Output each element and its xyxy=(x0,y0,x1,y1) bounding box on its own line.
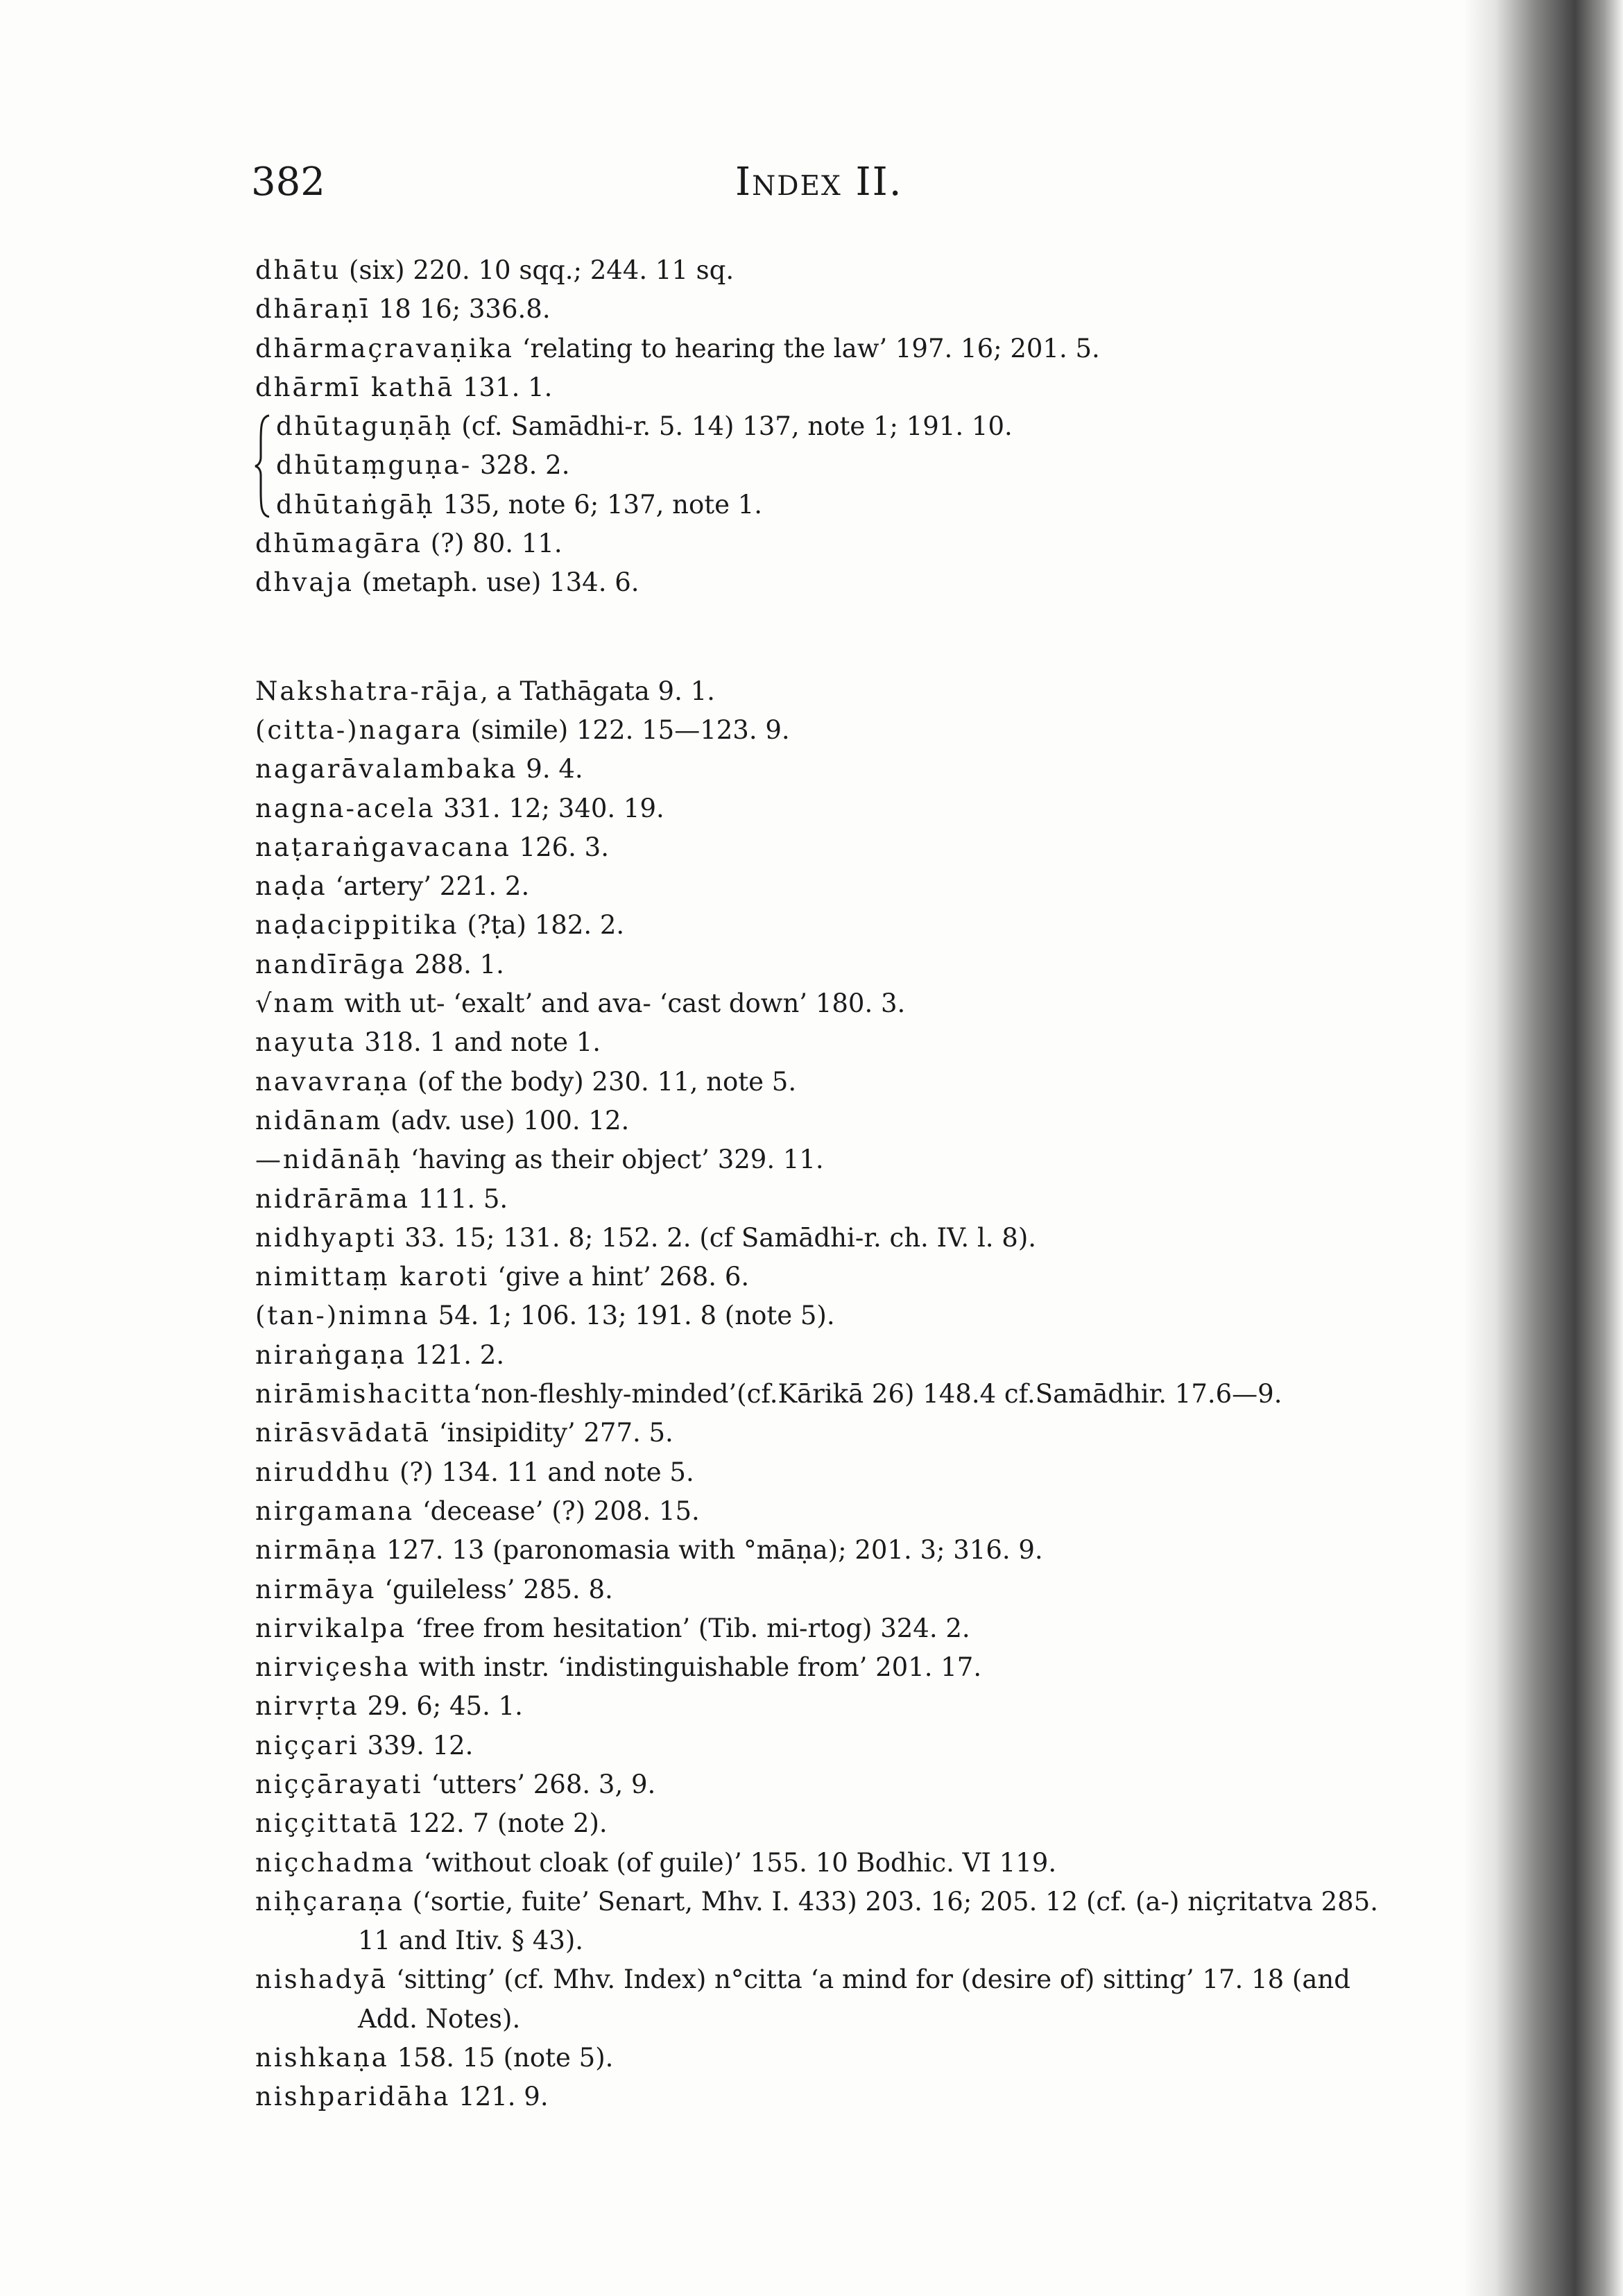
index-entry xyxy=(255,1960,1407,2039)
entry-headword: niççittatā xyxy=(255,1808,400,1839)
entry-headword: naḍa xyxy=(255,871,327,902)
index-entry xyxy=(276,486,1407,524)
entry-references: , a Tathāgata 9. 1. xyxy=(480,676,715,706)
entry-headword: navavraṇa xyxy=(255,1066,410,1097)
entry-references: (adv. use) 100. 12. xyxy=(382,1105,630,1136)
index-entry xyxy=(255,1531,1407,1570)
index-entry xyxy=(255,2077,1407,2116)
entry-references: 131. 1. xyxy=(454,372,553,402)
index-entry xyxy=(255,1375,1407,1414)
entry-references: 122. 7 (note 2). xyxy=(399,1808,608,1839)
entry-headword: nirmāṇa xyxy=(255,1535,379,1566)
entry-headword: nandīrāga xyxy=(255,949,406,979)
entry-headword: dhūmagāra xyxy=(255,529,422,559)
entry-headword: niraṅgaṇa xyxy=(255,1339,406,1370)
entry-headword: nirvikalpa xyxy=(255,1613,407,1643)
entry-references: 9. 4. xyxy=(517,754,583,785)
index-entry xyxy=(255,368,1407,407)
entry-references: ‘guileless’ 285. 8. xyxy=(376,1574,613,1604)
index-entry xyxy=(255,984,1407,1023)
index-entry xyxy=(255,329,1407,368)
index-entry xyxy=(255,1102,1407,1140)
entry-headword: dhūtaguṇāḥ xyxy=(276,411,454,442)
entry-group-dh xyxy=(255,251,1407,407)
entry-references: (of the body) 230. 11, note 5. xyxy=(409,1066,797,1097)
entry-headword: √nam xyxy=(255,988,336,1019)
running-head: Index II. xyxy=(735,160,903,205)
entry-references: 18 16; 336.8. xyxy=(370,294,551,325)
entry-references: 288. 1. xyxy=(406,949,504,979)
index-entry xyxy=(255,1336,1407,1375)
index-entry xyxy=(255,2039,1407,2077)
entry-headword: nishadyā xyxy=(255,1964,388,1995)
entry-headword: dhāraṇī xyxy=(255,294,370,325)
index-entry xyxy=(255,1180,1407,1219)
entry-group-dhuta xyxy=(255,407,1407,524)
index-entry xyxy=(255,1023,1407,1062)
entry-references: 339. 12. xyxy=(359,1730,474,1760)
entry-references: 158. 15 (note 5). xyxy=(388,2043,614,2073)
index-entry xyxy=(255,945,1407,984)
entry-references: ‘without cloak (of guile)’ 155. 10 Bodhic. VI 119. xyxy=(415,1847,1057,1878)
entry-references: 121. 2. xyxy=(406,1339,505,1370)
entry-headword: nirvṛta xyxy=(255,1691,359,1722)
entry-references: ‘artery’ 221. 2. xyxy=(327,871,530,902)
entry-references: 127. 13 (paronomasia with °māṇa); 201. 3; 316. 9. xyxy=(378,1535,1043,1566)
entry-headword: dhātu xyxy=(255,255,341,285)
entry-headword: Nakshatra-rāja xyxy=(255,676,481,706)
entry-references: 331. 12; 340. 19. xyxy=(435,793,664,823)
entry-headword: nishkaṇa xyxy=(255,2043,389,2073)
entry-references: 54. 1; 106. 13; 191. 8 (note 5). xyxy=(429,1301,835,1331)
index-entry xyxy=(255,867,1407,906)
entry-headword: nagarāvalambaka xyxy=(255,754,518,785)
index-entry xyxy=(255,1804,1407,1843)
entry-headword: nayuta xyxy=(255,1027,357,1058)
index-entry xyxy=(255,1140,1407,1179)
entry-headword: dhūtaṅgāḥ xyxy=(276,489,435,520)
entry-references: 135, note 6; 137, note 1. xyxy=(434,489,763,520)
index-entry xyxy=(255,1687,1407,1726)
index-entry xyxy=(255,1844,1407,1883)
entry-headword: nidrārāma xyxy=(255,1183,410,1214)
entry-headword: niççārayati xyxy=(255,1769,423,1799)
entry-references: 126. 3. xyxy=(510,832,609,862)
index-entry xyxy=(276,446,1407,485)
entry-headword: nidhyapti xyxy=(255,1222,397,1253)
entry-references: (simile) 122. 15—123. 9. xyxy=(463,714,790,745)
index-entry xyxy=(255,290,1407,329)
entry-references: with ut- ‘exalt’ and ava- ‘cast down’ 180. 3. xyxy=(336,988,906,1019)
entry-headword: —nidānāḥ xyxy=(255,1145,403,1175)
index-entry xyxy=(255,672,1407,711)
entry-headword: nidānam xyxy=(255,1105,383,1136)
index-entry xyxy=(255,524,1407,563)
index-entry xyxy=(255,1453,1407,1492)
entry-headword: naṭaraṅgavacana xyxy=(255,832,511,862)
entry-headword: nirāmishacitta xyxy=(255,1379,473,1410)
index-entry xyxy=(276,407,1407,446)
entry-headword: nishparidāha xyxy=(255,2082,451,2112)
index-entry xyxy=(255,1883,1407,1961)
entry-headword: dhārmī kathā xyxy=(255,372,455,402)
index-entry xyxy=(255,750,1407,789)
index-entry xyxy=(255,906,1407,945)
index-entry xyxy=(255,828,1407,867)
entry-headword: naḍacippitika xyxy=(255,910,459,941)
entry-group-dh-end xyxy=(255,524,1407,603)
index-entry xyxy=(255,1414,1407,1453)
index-entries xyxy=(255,251,1407,2117)
entry-references: ‘insipidity’ 277. 5. xyxy=(431,1418,673,1448)
index-entry xyxy=(255,711,1407,750)
entry-headword: dhvaja xyxy=(255,567,354,598)
entry-references: ‘relating to hearing the law’ 197. 16; 201. 5. xyxy=(513,333,1100,363)
entry-references: (six) 220. 10 sqq.; 244. 11 sq. xyxy=(341,255,735,285)
index-entry xyxy=(255,563,1407,602)
entry-references: (cf. Samādhi-r. 5. 14) 137, note 1; 191. 10. xyxy=(453,411,1013,442)
curly-brace xyxy=(254,414,272,518)
book-binding-shadow xyxy=(1463,0,1623,2296)
index-entry xyxy=(255,251,1407,290)
entry-references: (?) 80. 11. xyxy=(422,529,563,559)
entry-references: ‘free from hesitation’ (Tib. mi-rtog) 324. 2. xyxy=(406,1613,970,1643)
entry-references: (?) 134. 11 and note 5. xyxy=(391,1457,694,1487)
entry-headword: nirviçesha xyxy=(255,1652,411,1683)
entry-headword: nirāsvādatā xyxy=(255,1418,431,1448)
entry-headword: nimittaṃ karoti xyxy=(255,1262,490,1292)
entry-references: (metaph. use) 134. 6. xyxy=(354,567,639,598)
entry-headword: niçchadma xyxy=(255,1847,415,1878)
index-entry xyxy=(255,1258,1407,1296)
entry-references: 33. 15; 131. 8; 152. 2. (cf Samādhi-r. ch. IV. l. 8). xyxy=(396,1222,1037,1253)
entry-references: ‘decease’ (?) 208. 15. xyxy=(414,1496,700,1526)
entry-references: with instr. ‘indistinguishable from’ 201. 17. xyxy=(410,1652,982,1683)
index-entry xyxy=(255,1765,1407,1804)
entry-references: ‘sitting’ (cf. Mhv. Index) n°citta ‘a mind for (desire of) sitting’ 17. 18 (and Add. Notes). xyxy=(358,1964,1350,2034)
index-entry xyxy=(255,1219,1407,1258)
entry-references: 29. 6; 45. 1. xyxy=(359,1691,523,1722)
index-entry xyxy=(255,1648,1407,1687)
entry-references: (‘sortie, fuite’ Senart, Mhv. I. 433) 203. 16; 205. 12 (cf. (a-) niçritatva 285. 11 and Itiv. § 43). xyxy=(358,1886,1379,1956)
entry-references: 328. 2. xyxy=(472,450,570,481)
index-entry xyxy=(255,1492,1407,1531)
entry-headword: niḥçaraṇa xyxy=(255,1886,404,1917)
entry-headword: nirgamana xyxy=(255,1496,415,1526)
index-entry xyxy=(255,1296,1407,1335)
entry-headword: (tan-)nimna xyxy=(255,1301,430,1331)
entry-headword: nagna-acela xyxy=(255,793,436,823)
entry-headword: niruddhu xyxy=(255,1457,392,1487)
entry-references: ‘give a hint’ 268. 6. xyxy=(489,1262,750,1292)
entry-references: ‘non-fleshly-minded’(cf.Kārikā 26) 148.4 cf.Samādhir. 17.6—9. xyxy=(472,1379,1282,1410)
entry-headword: dhārmaçravaṇika xyxy=(255,333,514,363)
index-entry xyxy=(255,789,1407,828)
entry-headword: nirmāya xyxy=(255,1574,377,1604)
entry-references: 121. 9. xyxy=(450,2082,549,2112)
index-entry xyxy=(255,1727,1407,1765)
index-entry xyxy=(255,1570,1407,1609)
entry-references: ‘utters’ 268. 3, 9. xyxy=(422,1769,656,1799)
index-entry xyxy=(255,1063,1407,1102)
entry-group-n xyxy=(255,672,1407,2117)
entry-references: 318. 1 and note 1. xyxy=(356,1027,601,1058)
entry-headword: niççari xyxy=(255,1730,359,1760)
entry-references: (?ṭa) 182. 2. xyxy=(458,910,625,941)
index-entry xyxy=(255,1609,1407,1648)
section-gap xyxy=(255,603,1407,672)
entry-headword: (citta-)nagara xyxy=(255,714,463,745)
entry-references: ‘having as their object’ 329. 11. xyxy=(402,1145,824,1175)
entry-references: 111. 5. xyxy=(409,1183,508,1214)
entry-headword: dhūtaṃguṇa- xyxy=(276,450,472,481)
page-header xyxy=(251,160,1361,215)
page-number: 382 xyxy=(251,160,325,205)
